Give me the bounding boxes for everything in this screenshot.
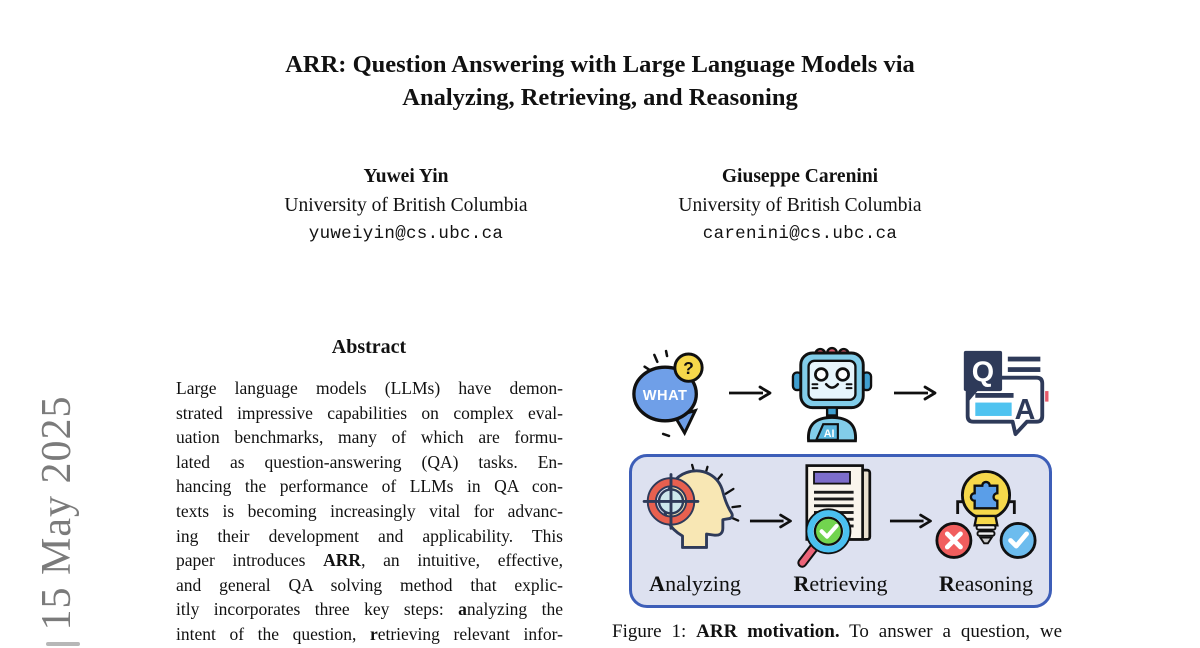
- magnifier-document-icon: [796, 463, 886, 569]
- robot-eye-icon: [837, 369, 849, 381]
- step-reasoning: [933, 463, 1039, 597]
- author-email: carenini@cs.ubc.ca: [702, 224, 898, 244]
- arxiv-watermark-fragment: [46, 642, 80, 646]
- lightbulb-decision-icon: [933, 463, 1039, 565]
- abstract-line: strated impressive capabilities on complex eval-: [176, 402, 563, 423]
- figure1-top-flow: [630, 337, 1052, 449]
- qa-document-icon: [956, 349, 1052, 437]
- puzzle-piece-icon: [971, 482, 997, 508]
- what-text: WHAT: [642, 387, 688, 404]
- abstract-line: itly incorporates three key steps: analyzing the: [176, 599, 564, 620]
- abstract-line: intent of the question, retrieving relevant infor-: [176, 623, 563, 644]
- question-letter-text: Q: [971, 356, 995, 389]
- red-tick-icon: [1045, 391, 1048, 402]
- robot-eye-icon: [815, 369, 827, 381]
- answer-highlight-icon: [975, 403, 1011, 416]
- author-email: yuweiyin@cs.ubc.ca: [308, 224, 504, 244]
- abstract-line: Large language models (LLMs) have demon-: [176, 378, 563, 398]
- abstract-heading: Abstract: [331, 336, 407, 358]
- paper-title: [0, 49, 1200, 114]
- step-label: Retrieving: [793, 571, 888, 596]
- arxiv-date-watermark: 15 May 2025: [34, 395, 80, 631]
- abstract-line: ing their development and applicability. This: [176, 525, 563, 546]
- abstract-line: texts is becoming increasingly vital for advanc-: [176, 500, 563, 521]
- author-name: Yuwei Yin: [363, 166, 449, 187]
- author-name: Giuseppe Carenini: [721, 166, 879, 187]
- abstract-line: hancing the performance of LLMs in QA con-: [176, 476, 563, 497]
- step-analyzing: [642, 463, 748, 597]
- title-line-1: ARR: Question Answering with Large Language Models via: [285, 51, 915, 78]
- figure1-arr-box: [629, 454, 1052, 608]
- arrow-right-icon: [888, 513, 933, 529]
- question-mark-text: ?: [683, 357, 694, 378]
- author-affiliation: University of British Columbia: [284, 195, 528, 216]
- step-label: Analyzing: [649, 571, 741, 596]
- author-block-2: [600, 162, 1000, 249]
- arrow-right-icon: [892, 385, 938, 401]
- abstract-line: uation benchmarks, many of which are formu-: [176, 427, 563, 448]
- figure1-caption: Figure 1: ARR motivation. To answer a question, we: [612, 621, 1063, 642]
- step-label: Reasoning: [938, 571, 1034, 596]
- author-affiliation: University of British Columbia: [678, 195, 922, 216]
- author-block-1: [206, 162, 606, 249]
- abstract-line: lated as question-answering (QA) tasks. En-: [176, 451, 563, 472]
- head-target-icon: [642, 463, 748, 559]
- answer-letter-text: A: [1014, 393, 1036, 426]
- ai-badge-text: AI: [823, 427, 835, 440]
- arrow-right-icon: [727, 385, 773, 401]
- question-bubble-icon: [630, 348, 708, 438]
- ai-robot-icon: [791, 343, 873, 443]
- abstract-line: and general QA solving method that explic-: [176, 574, 563, 595]
- title-line-2: Analyzing, Retrieving, and Reasoning: [402, 83, 798, 111]
- abstract-line: paper introduces ARR, an intuitive, effective,: [176, 550, 563, 571]
- step-retrieving: [793, 463, 887, 597]
- arrow-right-icon: [748, 513, 793, 529]
- abstract-text: [176, 376, 563, 647]
